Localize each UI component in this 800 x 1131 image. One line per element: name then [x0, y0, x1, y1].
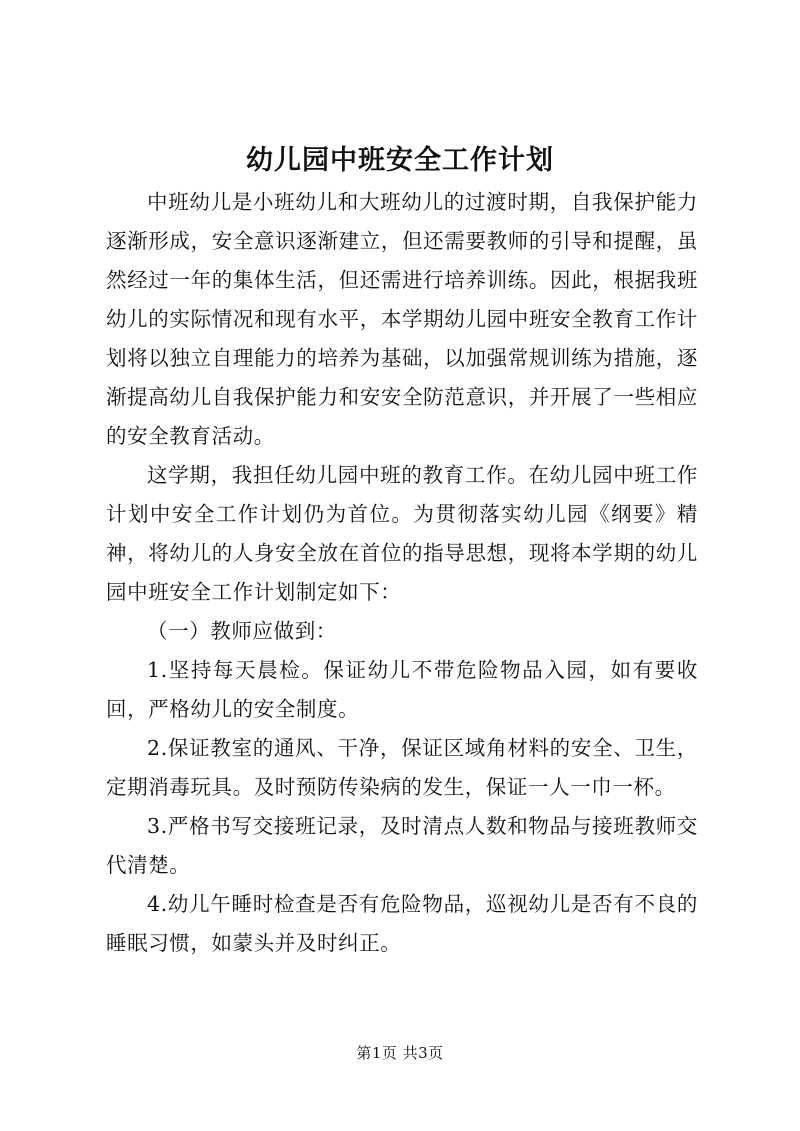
paragraph-semester: 这学期，我担任幼儿园中班的教育工作。在幼儿园中班工作计划中安全工作计划仍为首位。为贯彻落实幼儿园《纲要》精神，将幼儿的人身安全放在首位的指导思想，现将本学期的幼儿园中班安全工作计划制定如下：: [106, 463, 698, 604]
paragraph-intro: 中班幼儿是小班幼儿和大班幼儿的过渡时期，自我保护能力逐渐形成，安全意识逐渐建立，但还需要教师的引导和提醒，虽然经过一年的集体生活，但还需进行培养训练。因此，根据我班幼儿的实际情况和现有水平，本学期幼儿园中班安全教育工作计划将以独立自理能力的培养为基础，以加强常规训练为措施，逐渐提高幼儿自我保护能力和安安全防范意识，并开展了一些相应的安全教育活动。: [106, 190, 698, 448]
list-item-3: 3.严格书写交接班记录，及时清点人数和物品与接班教师交代清楚。: [106, 814, 698, 877]
list-item-4: 4.幼儿午睡时检查是否有危险物品，巡视幼儿是否有不良的睡眠习惯，如蒙头并及时纠正。: [106, 892, 698, 955]
list-item-2: 2.保证教室的通风、干净，保证区域角材料的安全、卫生，定期消毒玩具。及时预防传染病的发生，保证一人一巾一杯。: [106, 736, 698, 799]
document-title: 幼儿园中班安全工作计划: [246, 145, 554, 176]
page-number-footer: 第1页 共3页: [356, 1044, 444, 1062]
section-heading-teacher: （一）教师应做到：: [147, 619, 337, 643]
list-item-1: 1.坚持每天晨检。保证幼儿不带危险物品入园，如有要收回，严格幼儿的安全制度。: [106, 658, 698, 721]
document-body: [106, 183, 698, 963]
